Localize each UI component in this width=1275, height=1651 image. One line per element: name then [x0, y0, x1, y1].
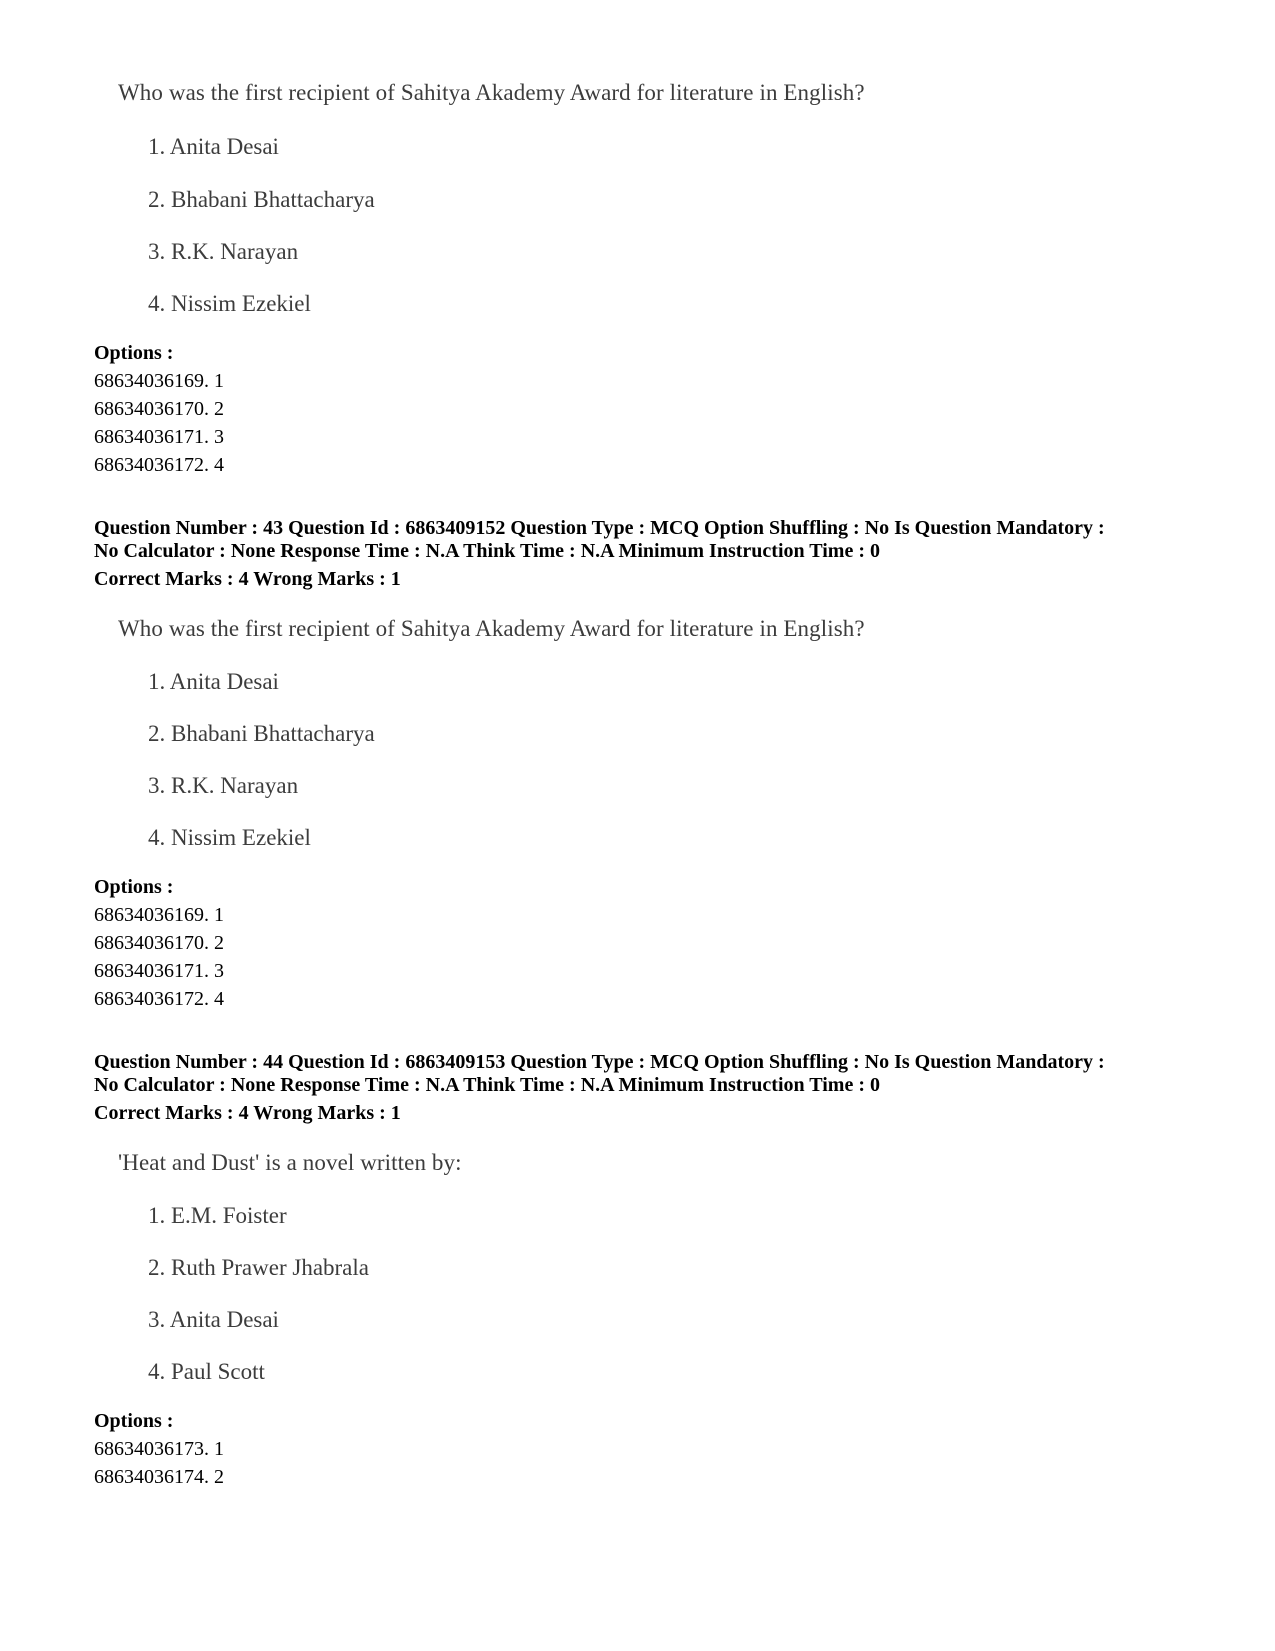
option-line: 68634036172. 4: [94, 454, 224, 476]
option-line: 68634036172. 4: [94, 988, 224, 1010]
choice-1: 1. Anita Desai: [148, 669, 279, 694]
choice-1: 1. E.M. Foister: [148, 1203, 287, 1228]
choice-2: 2. Ruth Prawer Jhabrala: [148, 1255, 369, 1280]
option-line: 68634036169. 1: [94, 904, 224, 926]
question-meta-line2: No Calculator : None Response Time : N.A Think Time : N.A Minimum Instruction Time : 0: [94, 540, 880, 562]
options-label: Options :: [94, 342, 174, 364]
question-marks: Correct Marks : 4 Wrong Marks : 1: [94, 568, 401, 590]
option-line: 68634036171. 3: [94, 960, 224, 982]
question-text: 'Heat and Dust' is a novel written by:: [118, 1150, 462, 1175]
option-line: 68634036170. 2: [94, 398, 224, 420]
choice-3: 3. R.K. Narayan: [148, 239, 299, 264]
option-line: 68634036174. 2: [94, 1466, 224, 1488]
question-text: Who was the first recipient of Sahitya Akademy Award for literature in English?: [118, 80, 865, 105]
option-line: 68634036169. 1: [94, 370, 224, 392]
choice-2: 2. Bhabani Bhattacharya: [148, 187, 375, 212]
option-line: 68634036173. 1: [94, 1438, 224, 1460]
choice-4: 4. Nissim Ezekiel: [148, 825, 311, 850]
question-text: Who was the first recipient of Sahitya Akademy Award for literature in English?: [118, 616, 865, 641]
choice-4: 4. Paul Scott: [148, 1359, 265, 1384]
question-meta-line1: Question Number : 44 Question Id : 6863409153 Question Type : MCQ Option Shuffling : No Is Question Mandatory :: [94, 1051, 1105, 1073]
option-line: 68634036170. 2: [94, 932, 224, 954]
choice-1: 1. Anita Desai: [148, 134, 279, 159]
choice-2: 2. Bhabani Bhattacharya: [148, 721, 375, 746]
option-line: 68634036171. 3: [94, 426, 224, 448]
choice-3: 3. R.K. Narayan: [148, 773, 299, 798]
options-label: Options :: [94, 876, 174, 898]
choice-3: 3. Anita Desai: [148, 1307, 279, 1332]
choice-4: 4. Nissim Ezekiel: [148, 291, 311, 316]
question-marks: Correct Marks : 4 Wrong Marks : 1: [94, 1102, 401, 1124]
question-meta-line1: Question Number : 43 Question Id : 6863409152 Question Type : MCQ Option Shuffling : No Is Question Mandatory :: [94, 517, 1105, 539]
options-label: Options :: [94, 1410, 174, 1432]
question-meta-line2: No Calculator : None Response Time : N.A Think Time : N.A Minimum Instruction Time : 0: [94, 1074, 880, 1096]
